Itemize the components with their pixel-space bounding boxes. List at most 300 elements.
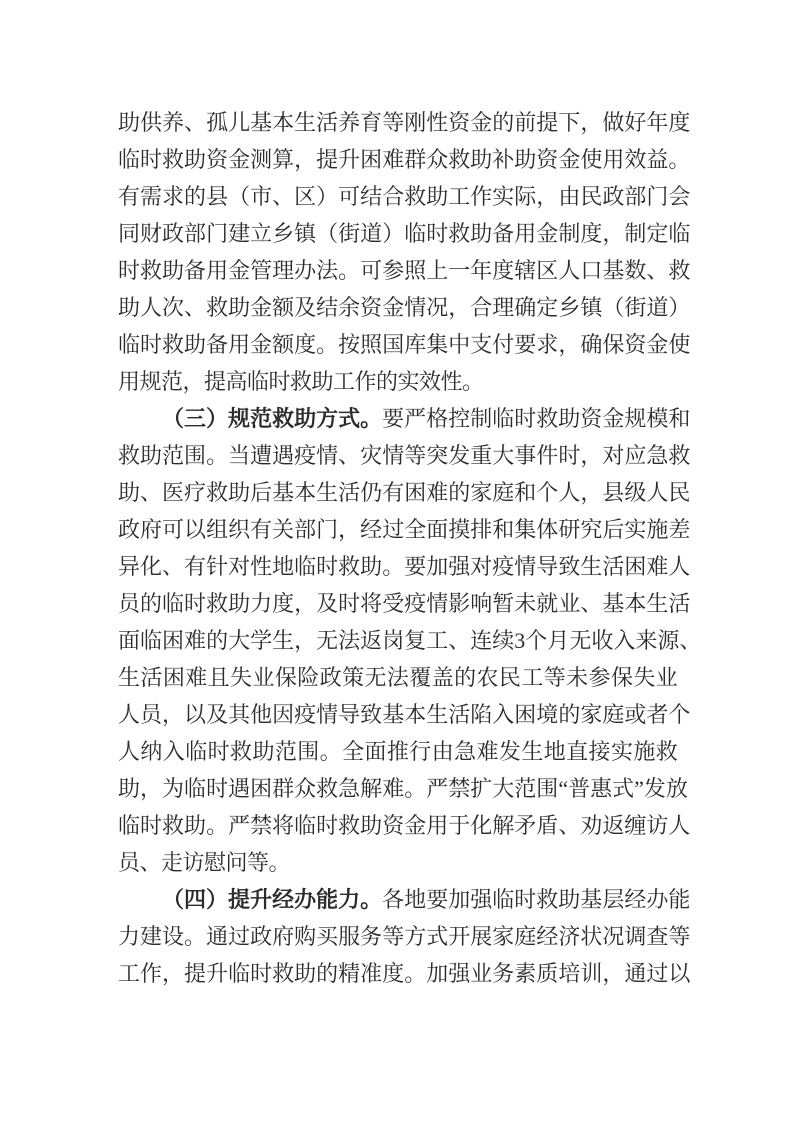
character: 乡 <box>558 295 581 320</box>
character: 理 <box>272 258 295 283</box>
character: 资 <box>448 110 471 135</box>
character: 金 <box>228 147 251 172</box>
character: 务 <box>492 961 515 986</box>
character: 响 <box>470 591 493 616</box>
character: 建 <box>140 924 163 949</box>
character: 确 <box>580 332 603 357</box>
character: 困 <box>250 776 273 801</box>
character: 访 <box>646 813 669 838</box>
character: 时 <box>206 776 229 801</box>
character: 学 <box>250 628 273 653</box>
character: 可 <box>360 258 383 283</box>
character: 助 <box>228 591 251 616</box>
character: 的 <box>492 110 515 135</box>
character: 可 <box>338 184 361 209</box>
text-line <box>118 955 691 992</box>
text-line <box>118 437 691 474</box>
character: 异 <box>118 554 141 579</box>
character: 活 <box>602 554 625 579</box>
character: 矛 <box>514 813 537 838</box>
character: 活 <box>448 702 471 727</box>
character: 解 <box>492 813 515 838</box>
character: 情 <box>404 295 427 320</box>
character: 遇 <box>272 443 295 468</box>
character: 地 <box>543 739 566 764</box>
character: 基 <box>602 591 625 616</box>
character: 况 <box>426 295 449 320</box>
character: 等 <box>382 110 405 135</box>
character: 结 <box>360 184 383 209</box>
character: 资 <box>382 813 405 838</box>
character: 救 <box>206 295 229 320</box>
character: 备 <box>206 332 229 357</box>
character: 生 <box>294 110 317 135</box>
character: 法 <box>338 628 361 653</box>
character: 暂 <box>492 591 515 616</box>
character: 基 <box>382 702 405 727</box>
character: 大 <box>228 628 251 653</box>
character: 疫 <box>492 554 515 579</box>
character: 基 <box>602 258 625 283</box>
character: 部 <box>184 221 207 246</box>
character: 关 <box>272 517 295 542</box>
character: 救 <box>536 887 559 912</box>
character: 的 <box>558 702 581 727</box>
character: 、 <box>162 554 185 579</box>
character: 时 <box>250 961 273 986</box>
character: 救 <box>206 480 229 505</box>
character: 时 <box>338 591 361 616</box>
text-line <box>118 326 691 363</box>
character: 政 <box>602 184 625 209</box>
character: 排 <box>470 517 493 542</box>
character: 致 <box>360 702 383 727</box>
character: 金 <box>470 110 493 135</box>
character: 业 <box>558 591 581 616</box>
text-line <box>118 363 678 400</box>
character: 将 <box>360 591 383 616</box>
character: 盾 <box>536 813 559 838</box>
character: 业 <box>655 665 678 690</box>
character: 金 <box>250 295 273 320</box>
character: 围 <box>184 443 207 468</box>
character: 助 <box>514 147 537 172</box>
character: 要 <box>514 332 537 357</box>
character: 备 <box>184 258 207 283</box>
bold-character: 能 <box>316 887 339 912</box>
character: 源 <box>657 628 680 653</box>
character: 力 <box>118 924 141 949</box>
character: 摸 <box>448 517 471 542</box>
character: 国 <box>382 332 405 357</box>
character: 时 <box>514 406 537 431</box>
character: 施 <box>633 739 656 764</box>
character: 生 <box>316 480 339 505</box>
character: 养 <box>338 110 361 135</box>
character: 生 <box>580 554 603 579</box>
character: 遇 <box>228 776 251 801</box>
character: 织 <box>228 517 251 542</box>
character: 资 <box>206 147 229 172</box>
character: 求 <box>162 184 185 209</box>
character: 力 <box>250 591 273 616</box>
character: 过 <box>382 517 405 542</box>
character: 急 <box>338 776 361 801</box>
character: 缠 <box>624 813 647 838</box>
text-line <box>118 733 678 770</box>
character: 民 <box>580 184 603 209</box>
character: 对 <box>228 554 251 579</box>
character: 突 <box>426 443 449 468</box>
character: 规 <box>624 406 647 431</box>
character: 准 <box>360 961 383 986</box>
character: 同 <box>118 221 141 246</box>
character: 结 <box>316 295 339 320</box>
character: 月 <box>547 628 570 653</box>
character: 实 <box>624 517 647 542</box>
character: 针 <box>206 554 229 579</box>
character: 、 <box>338 443 361 468</box>
character: 救 <box>206 591 229 616</box>
character: 全 <box>404 517 427 542</box>
character: 由 <box>558 184 581 209</box>
character: 险 <box>297 665 320 690</box>
character: 展 <box>470 924 493 949</box>
character: 组 <box>206 517 229 542</box>
character: 。 <box>206 813 229 838</box>
character: 临 <box>118 147 141 172</box>
character: 街 <box>624 295 647 320</box>
character: 算 <box>272 147 295 172</box>
character: 刚 <box>404 110 427 135</box>
character: 求 <box>536 332 559 357</box>
character: 的 <box>140 591 163 616</box>
character: 急 <box>454 739 477 764</box>
character: 来 <box>635 628 658 653</box>
character: 建 <box>228 221 251 246</box>
character: 时 <box>184 591 207 616</box>
character: 大 <box>492 443 515 468</box>
character: 严 <box>426 776 449 801</box>
character: 时 <box>118 258 141 283</box>
character: 影 <box>448 591 471 616</box>
character: 临 <box>140 628 163 653</box>
text-line <box>118 178 691 215</box>
character: 过 <box>646 961 669 986</box>
character: 度 <box>492 258 515 283</box>
character: 育 <box>360 110 383 135</box>
character: 要 <box>404 554 427 579</box>
character: 市 <box>250 184 273 209</box>
character: 辖 <box>514 258 537 283</box>
character: 活 <box>140 665 163 690</box>
character: 集 <box>514 517 537 542</box>
character: 管 <box>250 258 273 283</box>
character: 做 <box>602 110 625 135</box>
character: 他 <box>250 702 273 727</box>
character: 时 <box>316 554 339 579</box>
character: 为 <box>162 776 185 801</box>
character: 助 <box>118 295 141 320</box>
character: 助 <box>162 258 185 283</box>
character: 可 <box>162 517 185 542</box>
character: 。 <box>338 258 361 283</box>
bold-character: 救 <box>272 406 295 431</box>
character: 县 <box>206 184 229 209</box>
character: 民 <box>668 480 691 505</box>
character: 提 <box>316 147 339 172</box>
character: 要 <box>426 887 449 912</box>
character: 控 <box>448 406 471 431</box>
character: 临 <box>492 406 515 431</box>
character: 确 <box>514 295 537 320</box>
character: 业 <box>470 961 493 986</box>
character: 下 <box>558 110 581 135</box>
bold-character: ） <box>206 887 229 912</box>
character: 后 <box>250 480 273 505</box>
character: 收 <box>591 628 614 653</box>
character: 当 <box>228 443 251 468</box>
character: 用 <box>602 147 625 172</box>
character: 情 <box>426 591 449 616</box>
character: 以 <box>184 702 207 727</box>
character: 临 <box>162 591 185 616</box>
character: 等 <box>382 924 405 949</box>
bold-character: 范 <box>250 406 273 431</box>
character: ） <box>316 184 339 209</box>
character: 参 <box>382 258 405 283</box>
character: 面 <box>426 517 449 542</box>
character: 有 <box>382 480 405 505</box>
character: 用 <box>514 221 537 246</box>
character: （ <box>316 221 339 246</box>
character: 口 <box>580 258 603 283</box>
character: 经 <box>624 887 647 912</box>
character: 临 <box>118 332 141 357</box>
character: 部 <box>294 517 317 542</box>
character: 面 <box>364 739 387 764</box>
character: 将 <box>272 813 295 838</box>
character: 地 <box>404 887 427 912</box>
character: 作 <box>140 961 163 986</box>
text-line <box>118 104 691 141</box>
character: 能 <box>668 887 691 912</box>
character: 人 <box>558 258 581 283</box>
character: 加 <box>448 887 471 912</box>
character: 。 <box>382 554 405 579</box>
character: 升 <box>338 147 361 172</box>
character: 究 <box>580 517 603 542</box>
character: 时 <box>514 887 537 912</box>
character: 个 <box>668 702 691 727</box>
character: 状 <box>580 924 603 949</box>
character: ， <box>338 517 361 542</box>
document-text-block <box>118 104 702 992</box>
character: 生 <box>521 739 544 764</box>
character: 推 <box>386 739 409 764</box>
character: 入 <box>492 702 515 727</box>
character: 金 <box>404 813 427 838</box>
character: 由 <box>431 739 454 764</box>
character: 备 <box>492 221 515 246</box>
character: 度 <box>294 332 317 357</box>
character: 设 <box>162 924 185 949</box>
character: 测 <box>250 147 273 172</box>
character: 定 <box>646 221 669 246</box>
character: 工 <box>118 961 141 986</box>
character: 通 <box>624 961 647 986</box>
character: 资 <box>360 295 383 320</box>
bold-character: 规 <box>228 406 251 431</box>
character: 。 <box>316 332 339 357</box>
character: 度 <box>382 961 405 986</box>
character: 活 <box>316 110 339 135</box>
character: 众 <box>426 147 449 172</box>
text-segment: 员、走访慰问等。 <box>118 850 291 875</box>
character: 发 <box>498 739 521 764</box>
character: 格 <box>426 406 449 431</box>
character: 救 <box>230 739 253 764</box>
character: 支 <box>470 332 493 357</box>
character: ， <box>536 184 559 209</box>
character: 人 <box>118 702 141 727</box>
character: 需 <box>140 184 163 209</box>
character: 前 <box>514 110 537 135</box>
character: 、 <box>646 258 669 283</box>
character: 失 <box>633 665 656 690</box>
character: 地 <box>272 554 295 579</box>
character: 。 <box>404 776 427 801</box>
character: 。 <box>184 924 207 949</box>
character: 济 <box>558 924 581 949</box>
character: 件 <box>536 443 559 468</box>
character: 灾 <box>360 443 383 468</box>
character: 生 <box>646 591 669 616</box>
character: 额 <box>272 332 295 357</box>
character: 经 <box>360 517 383 542</box>
character: 救 <box>162 813 185 838</box>
character: 制 <box>558 221 581 246</box>
character: 升 <box>206 961 229 986</box>
bold-character: 方 <box>316 406 339 431</box>
text-line <box>118 289 691 326</box>
character: ， <box>580 443 603 468</box>
character: 普 <box>568 776 591 801</box>
character: 和 <box>514 480 537 505</box>
character: 资 <box>536 147 559 172</box>
character: 级 <box>624 480 647 505</box>
character: 救 <box>338 813 361 838</box>
character: 庭 <box>602 702 625 727</box>
character: 临 <box>404 221 427 246</box>
character: 家 <box>470 480 493 505</box>
character: 镇 <box>294 221 317 246</box>
character: 盖 <box>431 665 454 690</box>
character: 助 <box>558 406 581 431</box>
character: 数 <box>624 258 647 283</box>
character: 本 <box>272 110 295 135</box>
character: 救 <box>272 961 295 986</box>
character: 助 <box>184 813 207 838</box>
character: 禁 <box>250 813 273 838</box>
character: 或 <box>624 702 647 727</box>
character: 孤 <box>206 110 229 135</box>
character: 中 <box>448 332 471 357</box>
character: 制 <box>470 406 493 431</box>
character: 保 <box>602 332 625 357</box>
character: 。 <box>668 147 691 172</box>
character: 困 <box>162 628 185 653</box>
character: 无 <box>569 628 592 653</box>
text-line <box>118 844 678 881</box>
character: 有 <box>250 517 273 542</box>
character: 家 <box>580 702 603 727</box>
character: 时 <box>426 221 449 246</box>
character: 助 <box>118 480 141 505</box>
character: 困 <box>404 480 427 505</box>
character: 助 <box>184 147 207 172</box>
character: 购 <box>294 924 317 949</box>
character: 发 <box>643 776 666 801</box>
character: 助 <box>228 480 251 505</box>
character: 研 <box>558 517 581 542</box>
character: 额 <box>272 295 295 320</box>
text-segment: 用规范，提高临时救助工作的实效性。 <box>118 369 484 394</box>
character: 、 <box>448 628 471 653</box>
character: 难 <box>476 739 499 764</box>
character: 困 <box>624 554 647 579</box>
character: 保 <box>610 665 633 690</box>
character: 时 <box>140 813 163 838</box>
character: 未 <box>566 665 589 690</box>
character: 复 <box>404 628 427 653</box>
character: 。 <box>206 443 229 468</box>
character: 临 <box>668 221 691 246</box>
character: 务 <box>360 924 383 949</box>
character: 门 <box>646 184 669 209</box>
character: 工 <box>448 184 471 209</box>
character: 理 <box>492 295 515 320</box>
character: 对 <box>602 443 625 468</box>
character: 年 <box>646 110 669 135</box>
character: 年 <box>470 258 493 283</box>
character: ） <box>382 221 405 246</box>
character: 区 <box>536 258 559 283</box>
character: ， <box>558 332 581 357</box>
character: 度 <box>272 591 295 616</box>
character: 时 <box>140 147 163 172</box>
character: 性 <box>250 554 273 579</box>
character: 员 <box>140 702 163 727</box>
character: 助 <box>360 554 383 579</box>
character: 养 <box>162 110 185 135</box>
character: ” <box>634 776 644 801</box>
character: 及 <box>294 295 317 320</box>
character: 后 <box>602 517 625 542</box>
character: （ <box>228 184 251 209</box>
bold-character: 力 <box>338 887 361 912</box>
character: 临 <box>294 554 317 579</box>
character: 劝 <box>580 813 603 838</box>
character: 助 <box>360 813 383 838</box>
text-line <box>118 696 691 733</box>
character: 及 <box>316 591 339 616</box>
character: 助 <box>470 147 493 172</box>
character: 于 <box>448 813 471 838</box>
character: 式 <box>426 924 449 949</box>
character: 严 <box>228 813 251 838</box>
character: 受 <box>382 591 405 616</box>
